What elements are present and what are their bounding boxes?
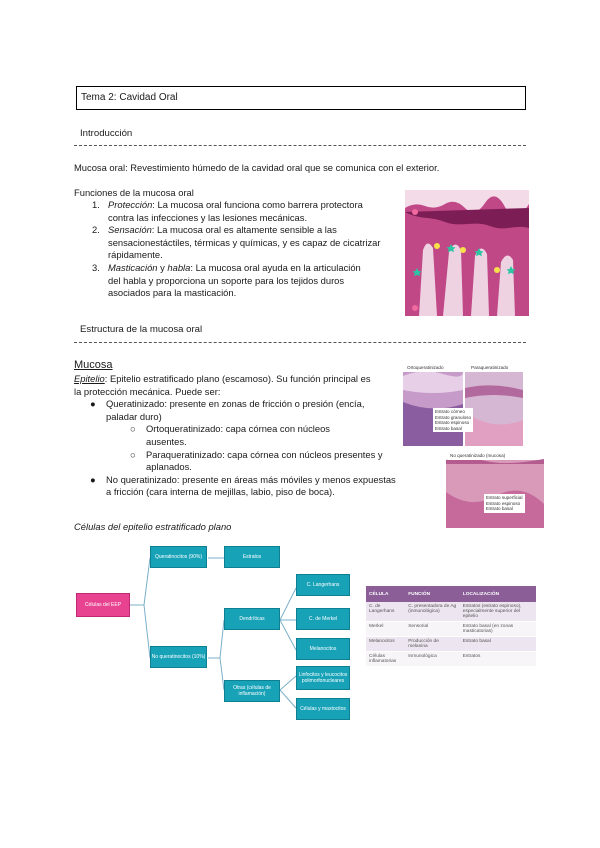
table-cell: C. de Langerhans [366,602,405,622]
bullet-text: paladar duro) [106,410,162,422]
intro-definition: Mucosa oral: Revestimiento húmedo de la cavidad oral que se comunica con el exterior. [74,162,440,173]
histo-layer-labels [484,494,525,513]
table-cell: Producción de melanina [405,637,460,652]
bullet-text: aplanados. [146,461,192,473]
diagram-node-root: Células del EEP [76,593,130,617]
table-row [366,602,536,622]
histo-title: Ortoqueratinizado [407,365,444,370]
table-cell: C. presentadora de Ag (inmunológica) [405,602,460,622]
histology-drawing [405,190,529,316]
estructura-divider [74,342,526,343]
diagram-node-queratinocitos: Queratinocitos (90%) [150,546,207,568]
diagram-node-mastocitos: Células y mastocitos [296,698,350,720]
epitelio-line [74,373,404,386]
table-cell: Estratos (estrato espinoso), especialmente superior del epitelio [460,602,536,622]
table-row [366,652,536,667]
list-number: 2. [92,224,100,236]
table-cell: Estrato basal (en zonas masticatorias) [460,622,536,637]
diagram-node-linfocitos: Linfocitos y leucocitos polimorfonucleares [296,666,350,690]
table-header: FUNCIÓN [405,586,460,602]
funcion-term: Sensación [108,224,152,236]
funciones-heading: Funciones de la mucosa oral [74,187,194,198]
page-title [76,86,526,110]
table-cell: Células inflamatorias [366,652,405,667]
intro-heading: Introducción [80,128,133,139]
histology-image-mucosa [405,190,529,316]
bullet-text: Ortoqueratinizado: capa córnea con núcleos [146,423,330,435]
celulas-table [366,586,536,667]
diagram-node-estratos: Estratos [224,546,280,568]
funcion-term: Masticación [108,261,158,273]
bullet-text: Paraqueratinizado: capa córnea con núcleos presentes y [146,448,383,460]
funciones-list [92,199,412,300]
histology-drawing [446,452,544,528]
layer-label: Estrato espinoso [486,500,521,506]
table-header-row [366,586,536,602]
layer-label: Estrato espinoso [435,420,470,425]
funcion-text: del habla y proporciona un soporte para los tejidos duros [108,274,345,286]
list-number: 3. [92,261,100,273]
subbullet-circle: ○ [130,448,136,460]
diagram-node-otras: Otras (células de inflamación) [224,680,280,702]
funcion-text: rápidamente. [108,249,163,261]
histology-image-no-queratinizado [446,452,544,528]
table-cell: Inmunológica [405,652,460,667]
epitelio-term: Epitelio [74,373,105,384]
histo-layer-labels [433,408,473,432]
subbullet-item [74,423,404,436]
bullet-item [74,474,404,487]
epitelio-text: la protección mecánica. Puede ser: [74,385,221,397]
epitelio-block [74,373,404,499]
subbullet-item [74,449,404,462]
table-row [366,622,536,637]
funcion-text: asociados para la masticación. [108,287,237,299]
subbullet-circle: ○ [130,423,136,435]
intro-divider [74,145,526,146]
funcion-conj: y [157,261,168,273]
mucosa-title: Mucosa [74,359,113,371]
histo-title: No queratinizado (mucosa) [450,453,506,458]
layer-label: Estrato granuloso [435,414,472,420]
funcion-item [92,224,412,237]
diagram-node-merkel: C. de Merkel [296,608,350,630]
histology-image-queratinizado [403,362,523,446]
table-cell: Estrato basal [460,637,536,652]
diagram-node-no-queratinocitos: No queratinocitos (10%) [150,646,207,668]
table-header: LOCALIZACIÓN [460,586,536,602]
epitelio-text: : Epitelio estratificado plano (escamoso). Su función principal es [104,373,371,384]
diagram-node-melanocitos: Melanocitos [296,638,350,660]
layer-label: Estrato basal [435,425,462,431]
funcion-term: habla [167,261,191,273]
table-header: CÉLULA [366,586,405,602]
layer-label: Estrato córneo [435,409,465,414]
bullet-dot: ● [90,473,96,485]
table-cell: Estratos [460,652,536,667]
table-cell: Melanocitos [366,637,405,652]
diagram-node-dendriticas: Dendríticas [224,608,280,630]
histo-title: Paraqueratinizado [471,365,509,370]
bullet-text: a fricción (cara interna de mejillas, labio, piso de boca). [106,486,335,498]
funcion-text: : La mucosa oral funciona como barrera protectora [152,199,363,210]
funcion-text: sensacionestáctiles, térmicas y químicas, y es capaz de cicatrizar [108,236,381,248]
diagram-node-langerhans: C. Langerhans [296,574,350,596]
funcion-text: : La mucosa oral ayuda en la articulación [190,261,361,273]
list-number: 1. [92,199,100,210]
table-row [366,637,536,652]
funcion-text: contra las infecciones y las lesiones mecánicas. [108,211,308,223]
table-cell: Sensorial [405,622,460,637]
celulas-heading: Células del epitelio estratificado plano [74,521,232,532]
funcion-item [92,199,412,212]
bullet-text: ausentes. [146,435,187,447]
estructura-heading: Estructura de la mucosa oral [80,324,203,335]
page-title-text: Tema 2: Cavidad Oral [81,92,178,103]
bullet-item [74,398,404,411]
funcion-term: Protección [108,199,153,210]
bullet-text: Queratinizado: presente en zonas de fricción o presión (encía, [106,398,365,410]
layer-label: Estrato superficial [486,495,523,500]
table-cell: Merkel [366,622,405,637]
funcion-item [92,262,412,275]
bullet-dot: ● [90,398,96,410]
layer-label: Estrato basal [486,506,513,511]
bullet-text: No queratinizado: presente en áreas más móviles y menos expuestas [106,473,396,485]
funcion-text: : La mucosa oral es altamente sensible a las [151,224,337,236]
histology-drawing [403,362,523,446]
